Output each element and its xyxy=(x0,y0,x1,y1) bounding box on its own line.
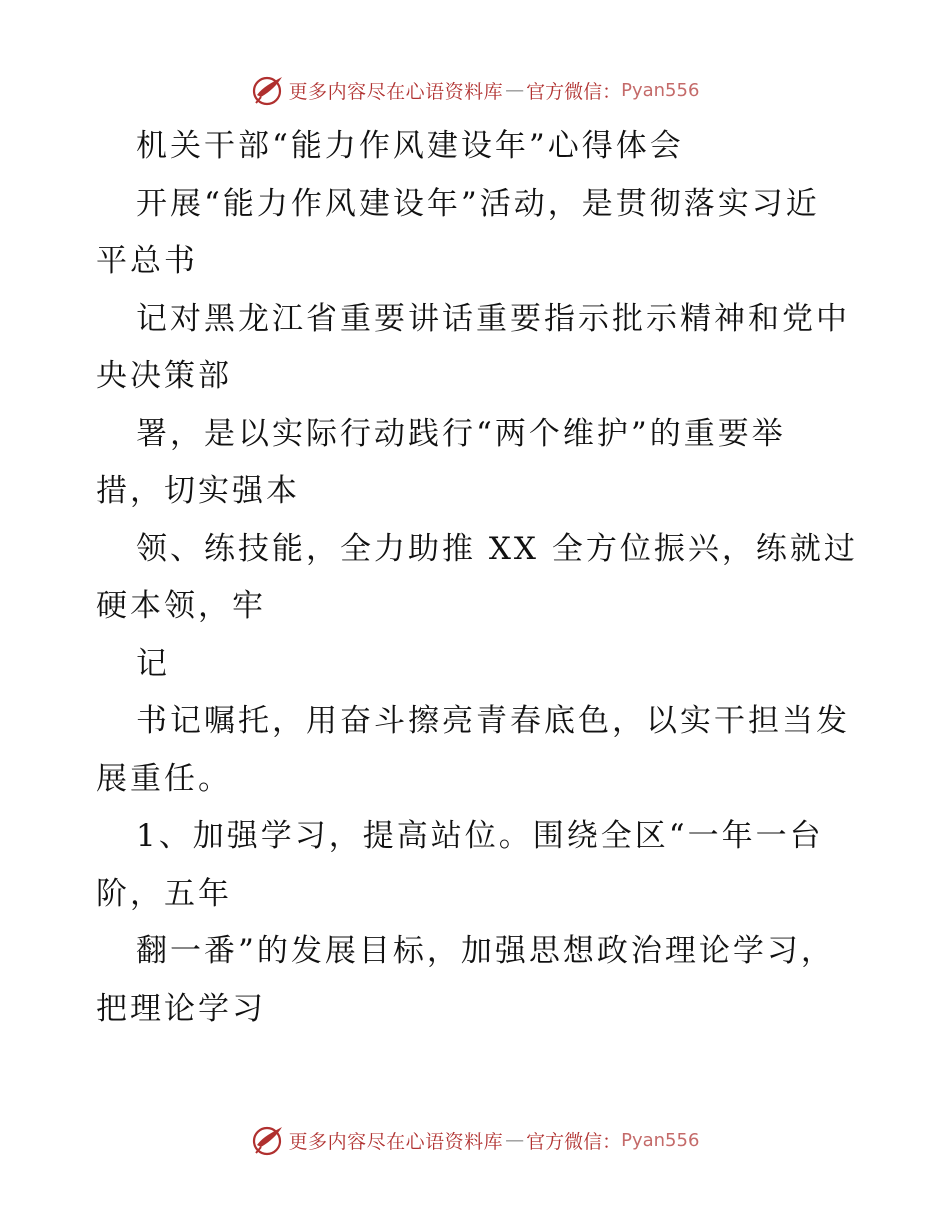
document-title: 机关干部“能力作风建设年”心得体会 xyxy=(136,128,684,164)
text-line: 记 xyxy=(136,645,170,682)
document-body xyxy=(96,118,856,1038)
watermark-wechat-label: 官方微信： xyxy=(526,80,622,103)
watermark-wechat-id: Pyan556 xyxy=(621,1129,700,1151)
text-line: 把理论学习 xyxy=(96,990,266,1027)
text-line: 书记嘱托，用奋斗擦亮青春底色，以实干担当发 xyxy=(136,703,850,739)
footer-watermark xyxy=(0,1122,950,1158)
text-line: 展重任。 xyxy=(96,760,232,797)
watermark-brand: 更多内容尽在心语资料库 xyxy=(288,80,504,103)
text-line: 措，切实强本 xyxy=(96,473,300,509)
text-line: 阶，五年 xyxy=(96,875,232,912)
text-line: 硬本领，牢 xyxy=(96,588,266,624)
watermark-dash: — xyxy=(505,79,525,101)
text-line: 署，是以实际行动践行“两个维护”的重要举 xyxy=(136,415,786,452)
text-line: 开展“能力作风建设年”活动，是贯彻落实习近 xyxy=(136,185,820,222)
watermark-wechat-label: 官方微信： xyxy=(526,1130,622,1153)
text-line: 平总书 xyxy=(96,243,198,279)
quill-logo-icon xyxy=(251,73,285,107)
quill-logo-icon xyxy=(251,1123,285,1157)
watermark-brand: 更多内容尽在心语资料库 xyxy=(288,1130,504,1153)
watermark-dash: — xyxy=(505,1129,525,1151)
text-line: 记对黑龙江省重要讲话重要指示批示精神和党中 xyxy=(136,300,850,337)
text-line: 1、加强学习，提高站位。围绕全区“一年一台 xyxy=(136,818,824,854)
text-line: 翻一番”的发展目标，加强思想政治理论学习， xyxy=(136,933,835,969)
text-line: 领、练技能，全力助推 XX 全方位振兴，练就过 xyxy=(136,530,858,567)
text-line: 央决策部 xyxy=(96,358,232,394)
watermark-wechat-id: Pyan556 xyxy=(621,79,700,101)
header-watermark xyxy=(0,72,950,108)
